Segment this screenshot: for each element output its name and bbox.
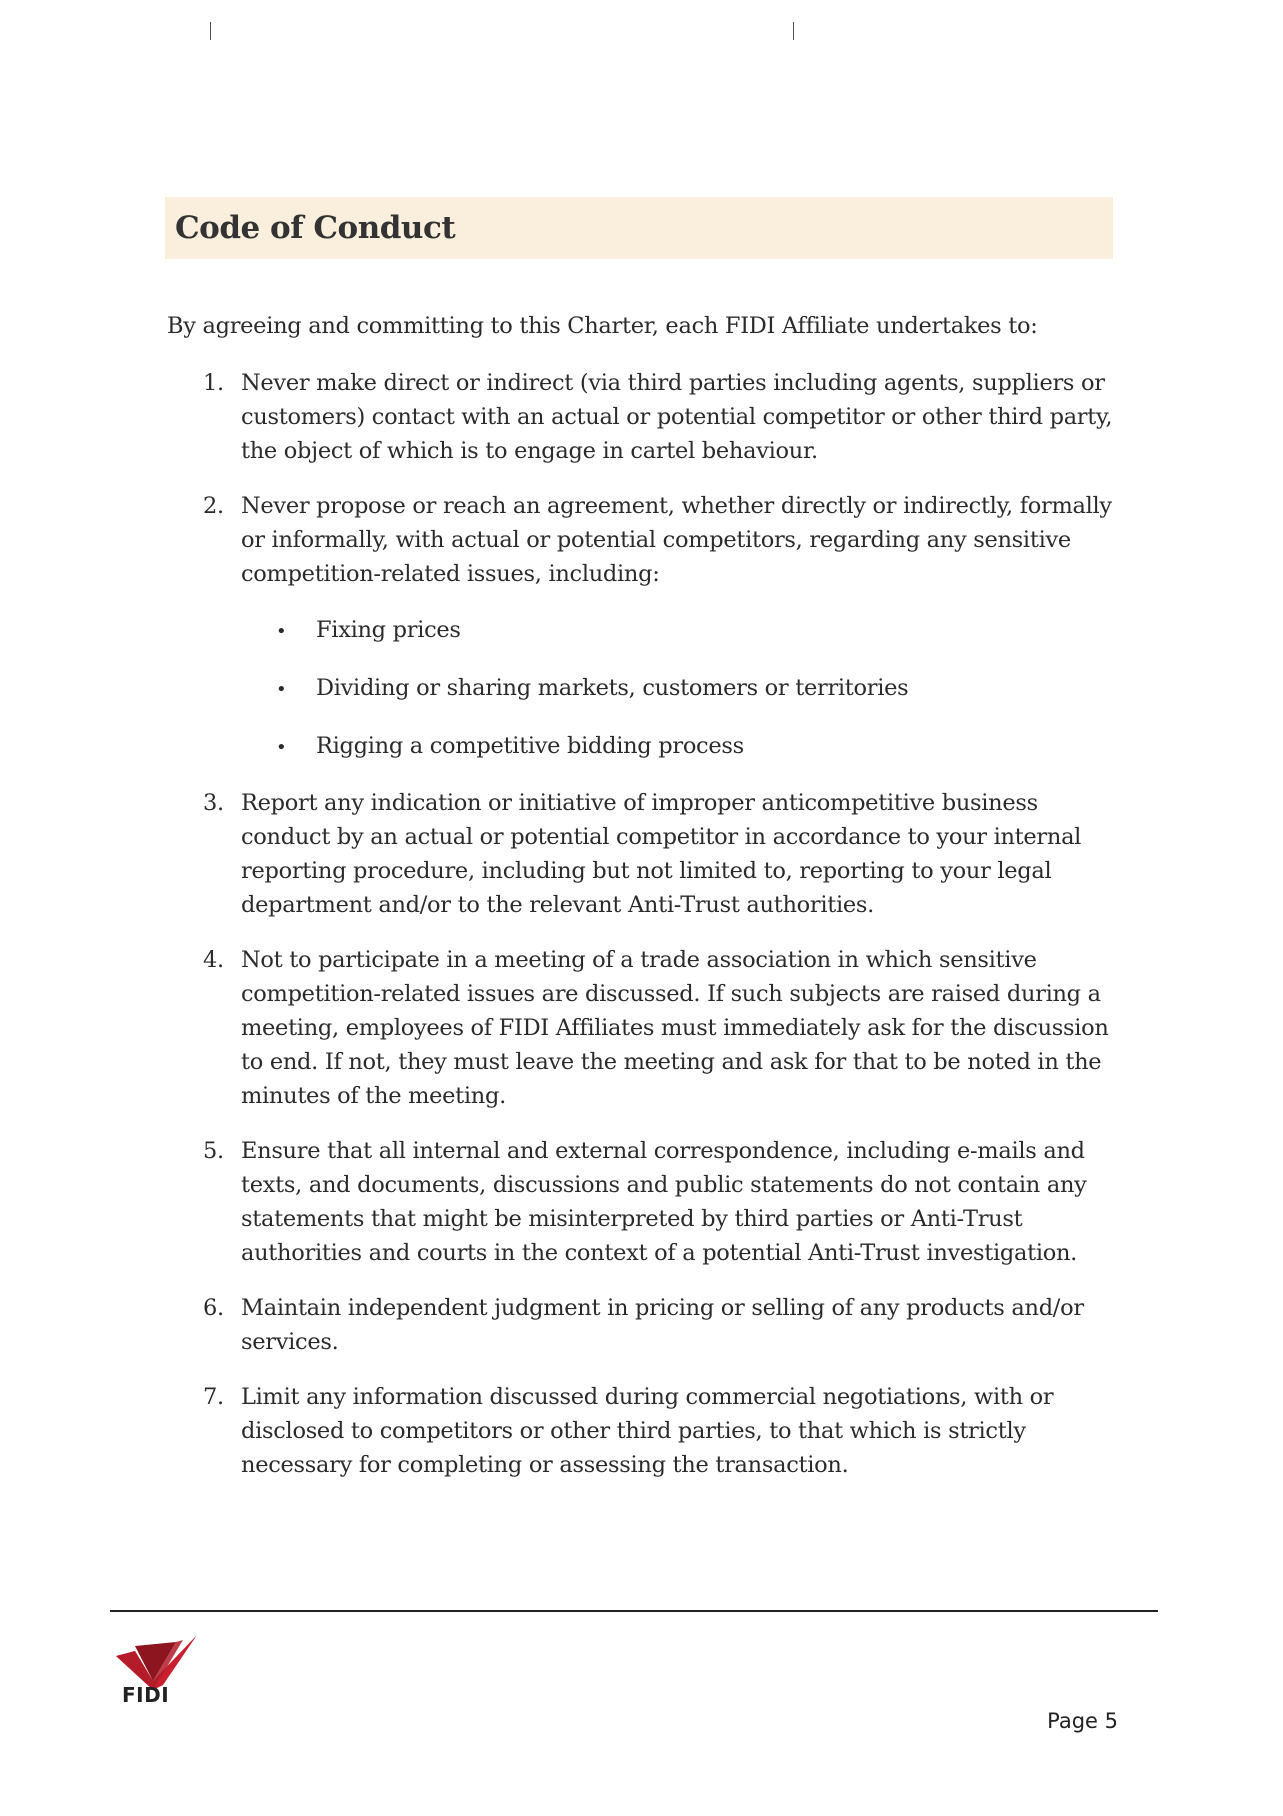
- list-item-body: [241, 1134, 1123, 1270]
- list-item-body: [241, 786, 1123, 922]
- bullet-item: [276, 613, 1123, 649]
- list-item-number: 4.: [203, 947, 224, 973]
- list-item-text: Ensure that all internal and external correspondence, including e-mails and texts, and documents, discussions and public statements do not contain any statements that might be misinterpreted by third parties or Anti-Trust authorities and courts in the context of a potential Anti-Trust investigation.: [241, 1138, 1087, 1266]
- list-item-number: 2.: [203, 493, 224, 519]
- list-item-text: Never propose or reach an agreement, whether directly or indirectly, formally or informally, with actual or potential competitors, regarding any sensitive competition-related issues, including:: [241, 493, 1112, 587]
- intro-paragraph: By agreeing and committing to this Charter, each FIDI Affiliate undertakes to:: [167, 313, 1038, 339]
- scan-mark-left: [210, 22, 211, 40]
- bullet-list: [276, 613, 1123, 765]
- list-item-text: Not to participate in a meeting of a trade association in which sensitive competition-related issues are discussed. If such subjects are raised during a meeting, employees of FIDI Affiliates must immediately ask for the discussion to end. If not, they must leave the meeting and ask for that to be noted in the minutes of the meeting.: [241, 947, 1109, 1109]
- bullet-text: Fixing prices: [316, 617, 461, 643]
- bullet-icon: •: [276, 679, 287, 700]
- list-item: [203, 1380, 1123, 1482]
- list-item-text: Never make direct or indirect (via third parties including agents, suppliers or customers) contact with an actual or potential competitor or other third party, the object of which is to engage in cartel behaviour.: [241, 370, 1113, 464]
- list-item-body: [241, 1291, 1123, 1359]
- scan-mark-right: [793, 22, 794, 40]
- logo-text: FIDI: [122, 1683, 170, 1707]
- list-item-number: 7.: [203, 1384, 224, 1410]
- list-item-body: [241, 489, 1123, 765]
- list-item: [203, 786, 1123, 922]
- bullet-icon: •: [276, 621, 287, 642]
- list-item-body: [241, 1380, 1123, 1482]
- list-item-number: 5.: [203, 1138, 224, 1164]
- list-item: [203, 366, 1123, 468]
- list-item: [203, 943, 1123, 1113]
- list-item-body: [241, 943, 1123, 1113]
- list-item-text: Maintain independent judgment in pricing or selling of any products and/or services.: [241, 1295, 1084, 1355]
- bullet-text: Dividing or sharing markets, customers or territories: [316, 675, 909, 701]
- list-item: [203, 1134, 1123, 1270]
- list-item-number: 3.: [203, 790, 224, 816]
- list-item: [203, 489, 1123, 765]
- bullet-icon: •: [276, 737, 287, 758]
- bullet-item: [276, 671, 1123, 707]
- footer-divider: [110, 1610, 1158, 1612]
- list-item-text: Limit any information discussed during commercial negotiations, with or disclosed to competitors or other third parties, to that which is strictly necessary for completing or assessing the transaction.: [241, 1384, 1054, 1478]
- list-item-number: 6.: [203, 1295, 224, 1321]
- section-heading-bar: [165, 197, 1113, 259]
- list-item-text: Report any indication or initiative of improper anticompetitive business conduct by an actual or potential competitor in accordance to your internal reporting procedure, including but not limited to, reporting to your legal department and/or to the relevant Anti-Trust authorities.: [241, 790, 1082, 918]
- bullet-text: Rigging a competitive bidding process: [316, 733, 744, 759]
- page-number: Page 5: [1047, 1709, 1118, 1733]
- list-item-body: [241, 366, 1123, 468]
- conduct-list: [203, 366, 1123, 1503]
- page-title: Code of Conduct: [175, 210, 456, 246]
- bullet-item: [276, 729, 1123, 765]
- list-item-number: 1.: [203, 370, 224, 396]
- list-item: [203, 1291, 1123, 1359]
